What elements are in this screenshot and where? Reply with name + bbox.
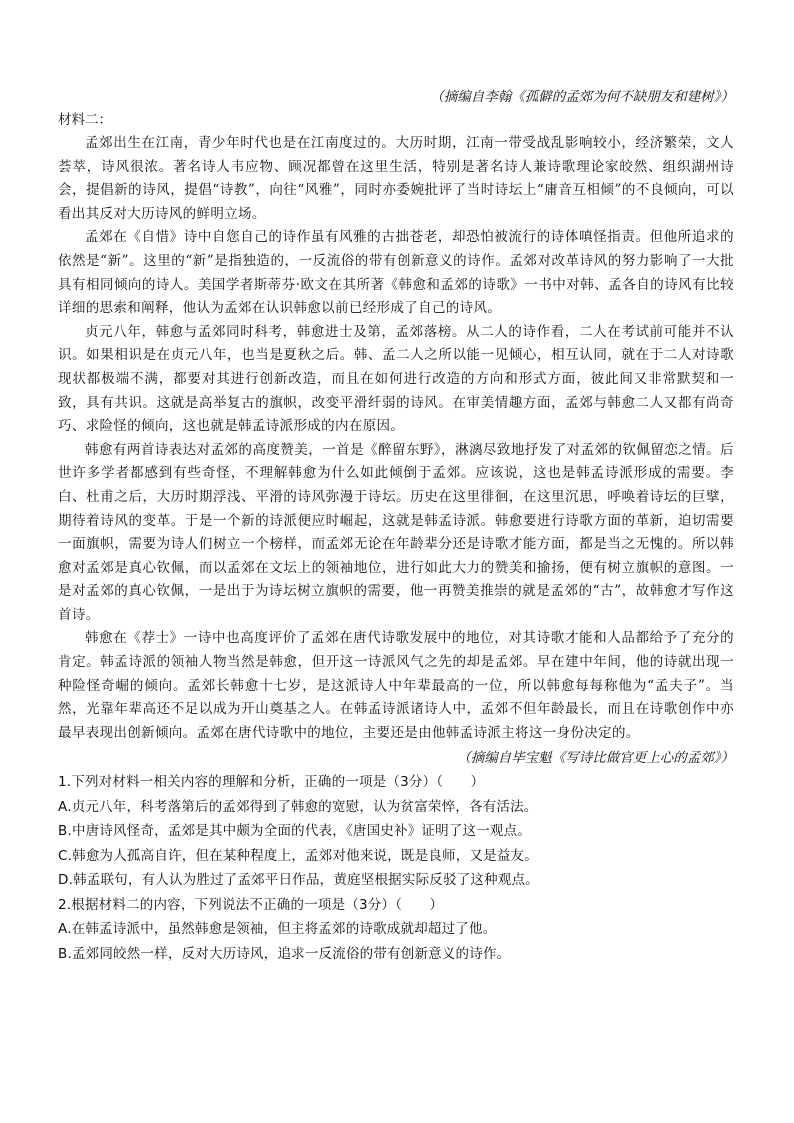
paragraph-2: 孟郊在《自惜》诗中自您自己的诗作虽有风雅的古拙苍老，却恐怕被流行的诗体嗔怪指责。但他所追求的依然是“新”。这里的“新”是指独造的，一反流俗的带有创新意义的诗作。孟郊对改革诗风的努力影响了一大批具有相同倾向的诗人。美国学者斯蒂芬·欧文在其所著《韩愈和孟郊的诗歌》一书中对韩、孟各自的诗风有比较详细的思索和阐释，他认为孟郊在认识韩愈以前已经形成了自己的诗风。	[58, 229, 734, 317]
option-a: A.贞元八年，科考落第后的孟郊得到了韩愈的宽慰，认为贫富荣悴，各有活法。	[58, 798, 538, 815]
option-d: D.韩孟联句，有人认为胜过了孟郊平日作品，黄庭坚根据实际反驳了这种观点。	[58, 872, 539, 889]
question-stem: 2.根据材料二的内容，下列说法不正确的一项是（3分）（ ）	[58, 896, 444, 913]
material-2-label: 材料二：	[58, 112, 112, 128]
question-stem: 1.下列对材料一相关内容的理解和分析，正确的一项是（3分）（ ）	[58, 774, 485, 791]
paragraph-3: 贞元八年，韩愈与孟郊同时科考，韩愈进士及第，孟郊落榜。从二人的诗作看，二人在考试前可能并不认识。如果相识是在贞元八年，也当是夏秋之后。韩、孟二人之所以能一见倾心，相互认同，就在于二人对诗歌现状都极端不满，都要对其进行创新改造，而且在如何进行改造的方向和形式方面，彼此间又非常默契和一致，具有共识。这就是高举复古的旗帜，改变平滑纤弱的诗风。在审美情趣方面，孟郊与韩愈二人又都有尚奇巧、求险怪的倾向，这也就是韩孟诗派形成的内在原因。	[58, 323, 734, 435]
question-2	[58, 893, 734, 967]
option-c: C.韩愈为人孤高自许，但在某种程度上，孟郊对他来说，既是良师，又是益友。	[58, 847, 538, 864]
option-a: A.在韩孟诗派中，虽然韩愈是领袖，但主将孟郊的诗歌成就却超过了他。	[58, 921, 497, 938]
option-b: B.中唐诗风怪奇，孟郊是其中颇为全面的代表，《唐国史补》证明了这一观点。	[58, 823, 532, 840]
source-citation-1: （摘编自李翰《孤僻的孟郊为何不缺朋友和建树》）	[430, 89, 734, 105]
document-page	[58, 86, 734, 966]
option-b: B.孟郊同皎然一样，反对大历诗风，追求一反流俗的带有创新意义的诗作。	[58, 945, 511, 962]
question-1	[58, 770, 734, 893]
paragraph-1: 孟郊出生在江南，青少年时代也是在江南度过的。大历时期，江南一带受战乱影响较小，经济繁荣，文人荟萃，诗风很浓。著名诗人韦应物、顾况都曾在这里生活，特别是著名诗人兼诗歌理论家皎然、组织湖州诗会，提倡新的诗风，提倡“诗教”，向往“风雅”，同时亦委婉批评了当时诗坛上“庸音互相倾”的不良倾向，可以看出其反对大历诗风的鲜明立场。	[58, 135, 734, 222]
paragraph-4: 韩愈有两首诗表达对孟郊的高度赞美，一首是《醉留东野》，淋漓尽致地抒发了对孟郊的钦佩留恋之情。后世许多学者都感到有些奇怪，不理解韩愈为什么如此倾倒于孟郊。应该说，这也是韩孟诗派形成的需要。李白、杜甫之后，大历时期浮浅、平滑的诗风弥漫于诗坛。历史在这里徘徊，在这里沉思，呼唤着诗坛的巨擘，期待着诗风的变革。于是一个新的诗派便应时崛起，这就是韩孟诗派。韩愈要进行诗歌方面的革新，迫切需要一面旗帜，需要为诗人们树立一个榜样，而孟郊无论在年龄辈分还是诗歌才能方面，都是当之无愧的。所以韩愈对孟郊是真心钦佩，而以孟郊在文坛上的领袖地位，进行如此大力的赞美和揄扬，便有树立旗帜的意图。一是对孟郊的真心钦佩，一是出于为诗坛树立旗帜的需要，他一再赞美推崇的就是孟郊的“古”，故韩愈才写作这首诗。	[58, 441, 734, 623]
paragraph-5: 韩愈在《荐士》一诗中也高度评价了孟郊在唐代诗歌发展中的地位，对其诗歌才能和人品都给予了充分的肯定。韩孟诗派的领袖人物当然是韩愈，但开这一诗派风气之先的却是孟郊。早在建中年间，他的诗就出现一种险怪奇崛的倾向。孟郊长韩愈十七岁，是这派诗人中年辈最高的一位，所以韩愈每每称他为“孟夫子”。当然，光靠年辈高还不足以成为开山奠基之人。在韩孟诗派诸诗人中，孟郊不但年龄最长，而且在诗歌创作中亦最早表现出创新倾向。孟郊在唐代诗歌中的地位，主要还是由他韩孟诗派主将这一身份决定的。	[58, 630, 734, 741]
source-citation-2: （摘编自毕宝魁《写诗比做官更上心的孟郊》）	[457, 750, 734, 767]
